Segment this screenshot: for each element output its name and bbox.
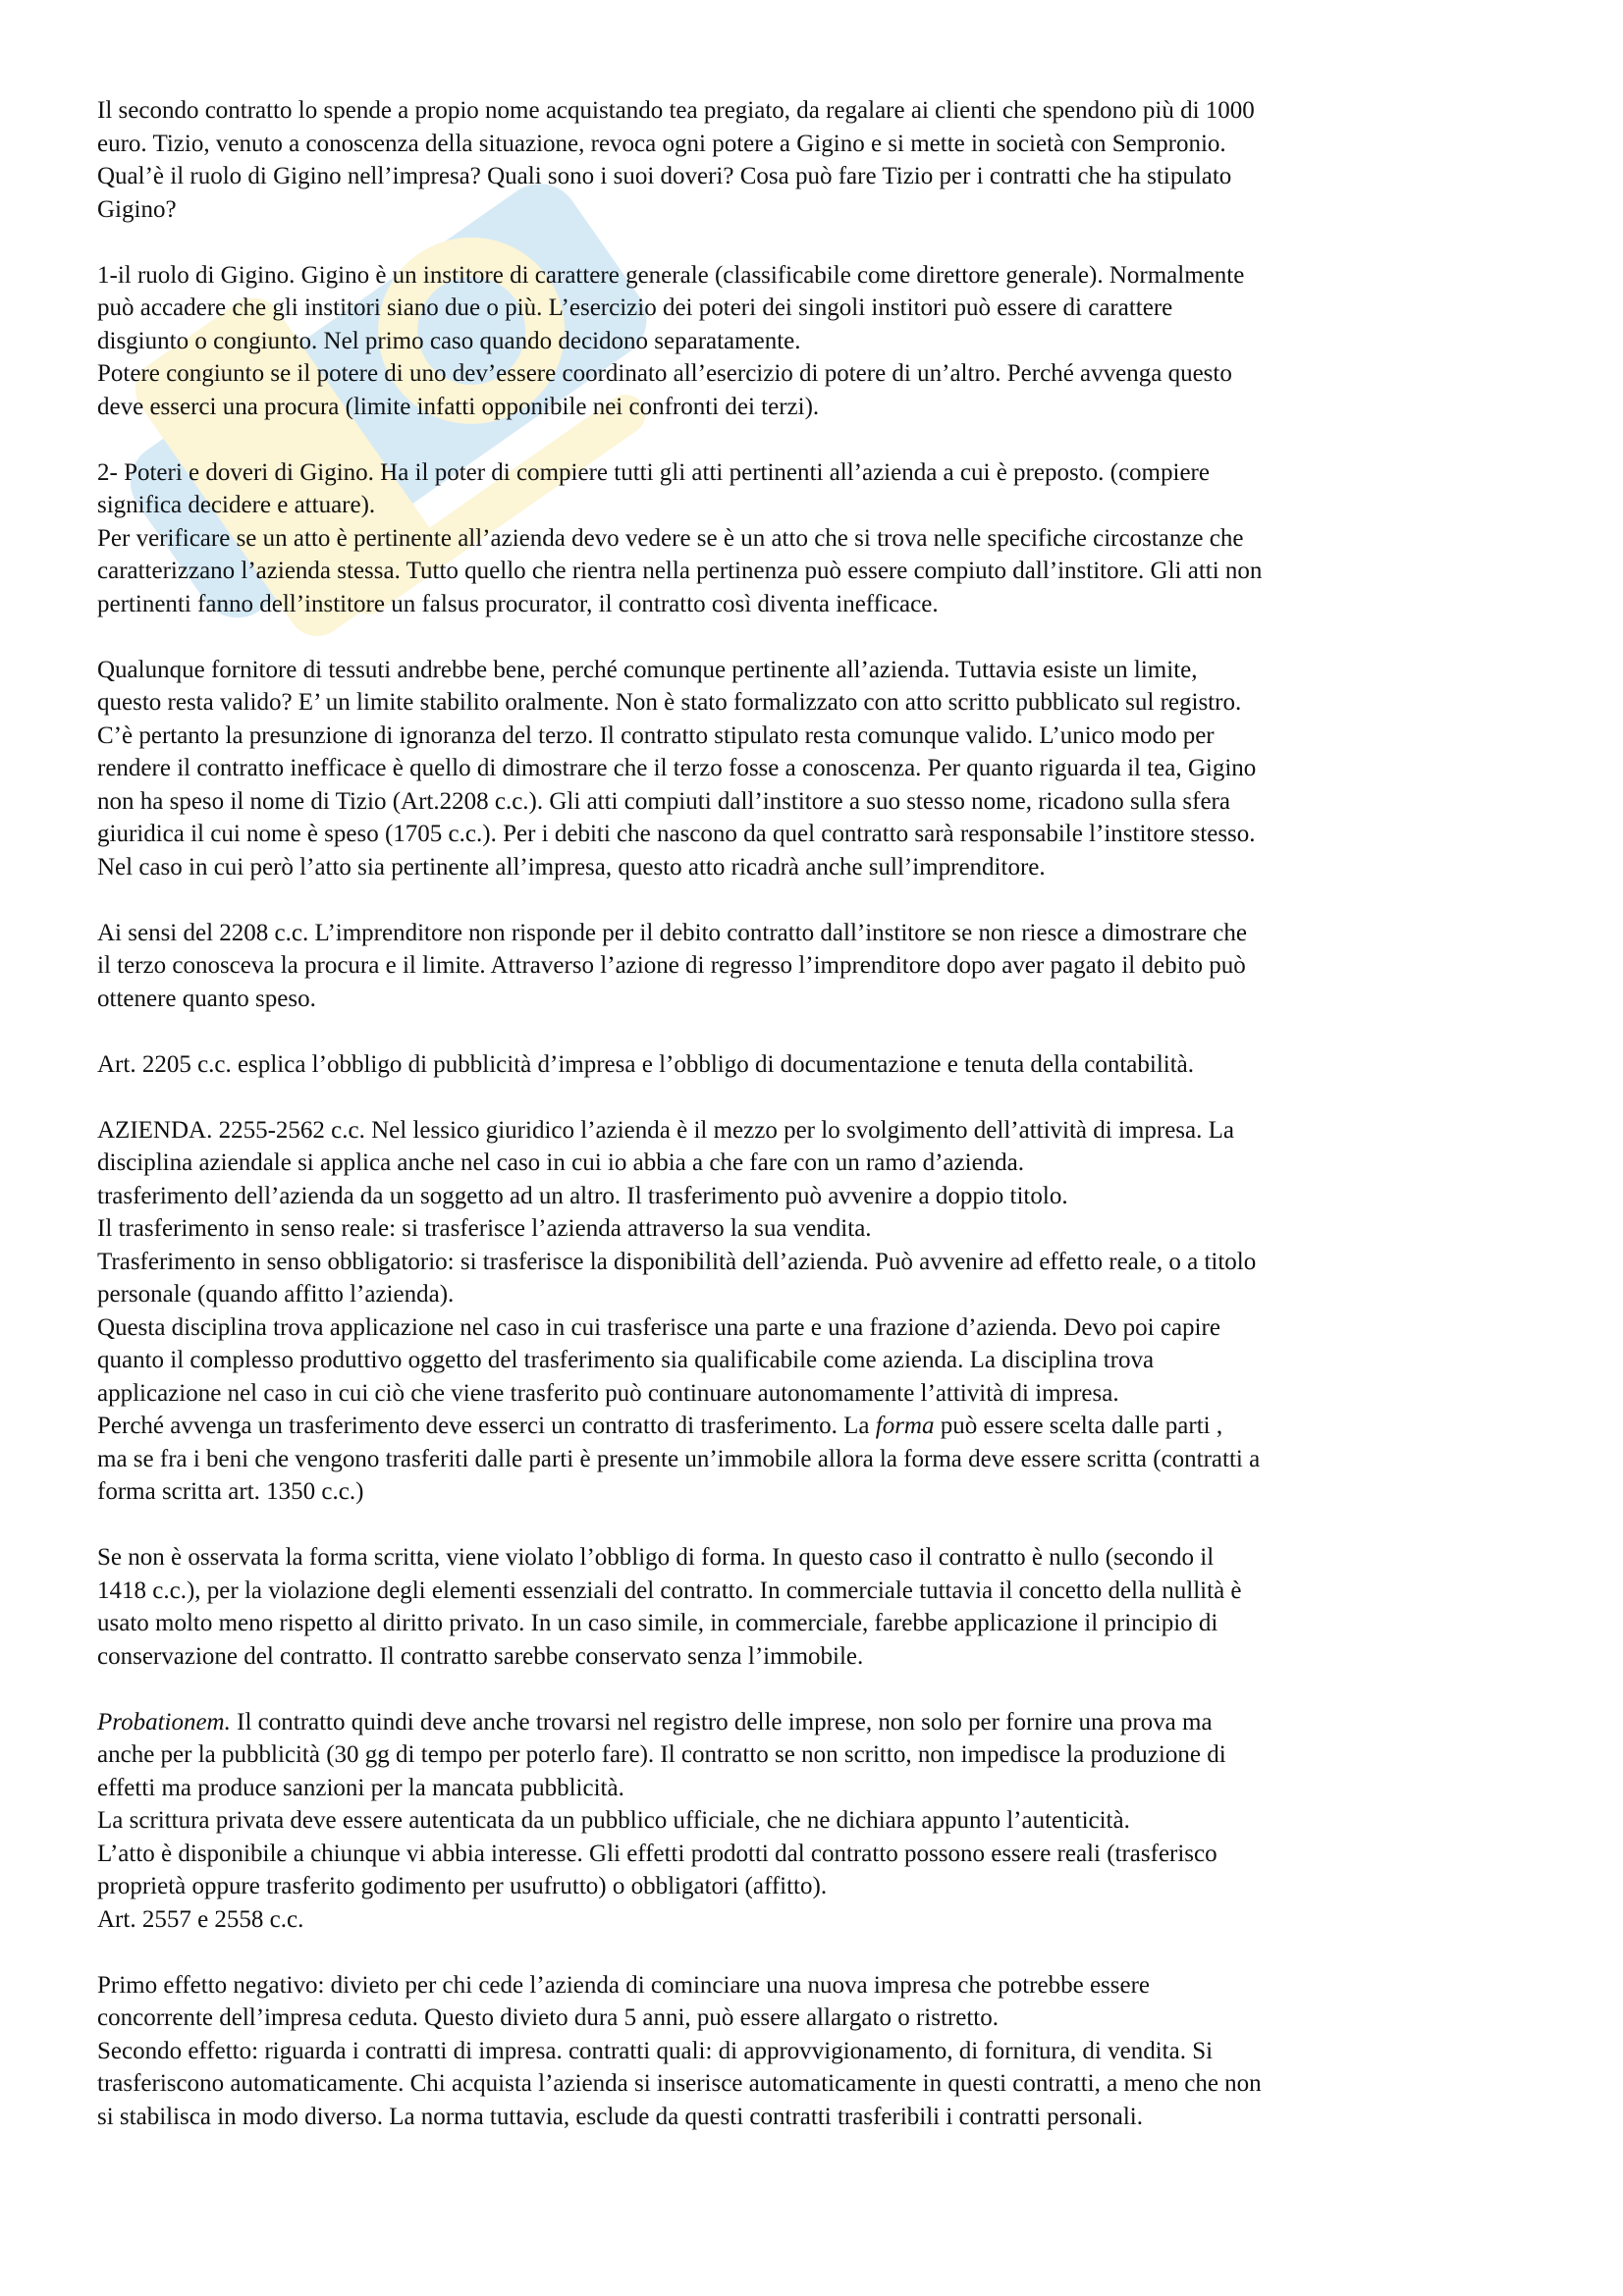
text-line: Trasferimento in senso obbligatorio: si trasferisce la disponibilità dell’azienda. Può avvenire ad effetto reale, o a titolo <box>97 1248 1257 1275</box>
intro-paragraph <box>97 94 1541 226</box>
text-line: deve esserci una procura (limite infatti opponibile nei confronti dei terzi). <box>97 393 820 420</box>
text-line: non ha speso il nome di Tizio (Art.2208 c.c.). Gli atti compiuti dall’institore a suo stesso nome, ricadono sulla sfera <box>97 787 1230 815</box>
text-line: Secondo effetto: riguarda i contratti di impresa. contratti quali: di approvvigionamento, di fornitura, di vendita. Si <box>97 2037 1214 2064</box>
text-line: personale (quando affitto l’azienda). <box>97 1281 455 1308</box>
section-forma-scritta <box>97 1541 1541 1673</box>
text-fragment: Il contratto quindi deve anche trovarsi nel registro delle imprese, non solo per fornire una prova ma <box>230 1708 1213 1735</box>
text-line: Potere congiunto se il potere di uno dev’essere coordinato all’esercizio di potere di un’altro. Perché avvenga questo <box>97 360 1232 387</box>
text-line: anche per la pubblicità (30 gg di tempo per poterlo fare). Il contratto se non scritto, non impedisce la produzione di <box>97 1741 1226 1768</box>
section-poteri-doveri <box>97 456 1541 621</box>
text-line: Primo effetto negativo: divieto per chi cede l’azienda di cominciare una nuova impresa che potrebbe essere <box>97 1971 1151 1999</box>
text-line: può accadere che gli institori siano due o più. L’esercizio dei poteri dei singoli institori può essere di carattere <box>97 294 1173 321</box>
text-line: trasferimento dell’azienda da un soggetto ad un altro. Il trasferimento può avvenire a doppio titolo. <box>97 1182 1068 1209</box>
text-line: 1-il ruolo di Gigino. Gigino è un institore di carattere generale (classificabile come direttore generale). Normalmente <box>97 261 1245 289</box>
text-line: Art. 2557 e 2558 c.c. <box>97 1905 304 1933</box>
text-line: concorrente dell’impresa ceduta. Questo divieto dura 5 anni, può essere allargato o ristretto. <box>97 2004 999 2031</box>
text-line: giuridica il cui nome è speso (1705 c.c.). Per i debiti che nascono da quel contratto sarà responsabile l’institore stesso. <box>97 821 1256 847</box>
text-line: forma scritta art. 1350 c.c.) <box>97 1478 364 1505</box>
text-line: trasferiscono automaticamente. Chi acquista l’azienda si inserisce automaticamente in questi contratti, a meno che non <box>97 2070 1262 2097</box>
section-ruolo-gigino <box>97 259 1541 424</box>
text-line <box>97 1706 1541 1739</box>
text-line: si stabilisca in modo diverso. La norma tuttavia, esclude da questi contratti trasferibili i contratti personali. <box>97 2103 1143 2130</box>
section-azienda <box>97 1114 1541 1509</box>
text-line: euro. Tizio, venuto a conoscenza della situazione, revoca ogni potere a Gigino e si mette in società con Sempronio. <box>97 130 1226 157</box>
text-line: Il trasferimento in senso reale: si trasferisce l’azienda attraverso la sua vendita. <box>97 1215 872 1242</box>
text-line: caratterizzano l’azienda stessa. Tutto quello che rientra nella pertinenza può essere compiuto dall’institore. Gli atti non <box>97 558 1263 584</box>
text-line: Per verificare se un atto è pertinente all’azienda devo vedere se è un atto che si trova nelle specifiche circostanze che <box>97 524 1244 552</box>
section-effetti <box>97 1969 1541 2134</box>
section-probationem <box>97 1706 1541 1937</box>
text-line: applicazione nel caso in cui ciò che viene trasferito può continuare autonomamente l’attività di impresa. <box>97 1379 1119 1407</box>
text-line: L’atto è disponibile a chiunque vi abbia interesse. Gli effetti prodotti dal contratto possono essere reali (trasferisco <box>97 1840 1217 1867</box>
text-line: proprietà oppure trasferito godimento per usufrutto) o obbligatori (affitto). <box>97 1873 828 1899</box>
text-line: 1418 c.c.), per la violazione degli elementi essenziali del contratto. In commerciale tuttavia il concetto della nullità è <box>97 1576 1242 1604</box>
text-line: Se non è osservata la forma scritta, viene violato l’obbligo di forma. In questo caso il contratto è nullo (secondo il <box>97 1544 1215 1571</box>
text-line: Nel caso in cui però l’atto sia pertinente all’impresa, questo atto ricadrà anche sull’imprenditore. <box>97 853 1046 881</box>
section-fornitore-tessuti <box>97 654 1541 884</box>
text-line: quanto il complesso produttivo oggetto del trasferimento sia qualificabile come azienda. La disciplina trova <box>97 1347 1155 1373</box>
text-line: Art. 2205 c.c. esplica l’obbligo di pubblicità d’impresa e l’obbligo di documentazione e tenuta della contabilità. <box>97 1050 1195 1078</box>
text-line: Gigino? <box>97 195 177 223</box>
text-line: rendere il contratto inefficace è quello di dimostrare che il terzo fosse a conoscenza. Per quanto riguarda il tea, Gigino <box>97 755 1257 781</box>
italic-term-probationem: Probationem. <box>97 1708 231 1735</box>
text-line: pertinenti fanno dell’institore un falsus procurator, il contratto così diventa inefficace. <box>97 590 939 617</box>
text-line: Ai sensi del 2208 c.c. L’imprenditore non risponde per il debito contratto dall’institore se non riesce a dimostrare che <box>97 919 1247 946</box>
text-line: Qualunque fornitore di tessuti andrebbe bene, perché comunque pertinente all’azienda. Tuttavia esiste un limite, <box>97 656 1198 683</box>
text-line <box>97 1410 1541 1443</box>
text-line: La scrittura privata deve essere autenticata da un pubblico ufficiale, che ne dichiara appunto l’autenticità. <box>97 1807 1130 1834</box>
section-art-2208 <box>97 917 1541 1016</box>
text-line: conservazione del contratto. Il contratto sarebbe conservato senza l’immobile. <box>97 1642 864 1670</box>
text-line: ottenere quanto speso. <box>97 985 316 1012</box>
text-line: usato molto meno rispetto al diritto privato. In un caso simile, in commerciale, farebbe applicazione il principio di <box>97 1610 1218 1636</box>
text-line: Questa disciplina trova applicazione nel caso in cui trasferisce una parte e una frazione d’azienda. Devo poi capire <box>97 1313 1220 1341</box>
text-line: significa decidere e attuare). <box>97 492 376 518</box>
text-fragment: Perché avvenga un trasferimento deve esserci un contratto di trasferimento. La <box>97 1413 876 1439</box>
text-line: questo resta valido? E’ un limite stabilito oralmente. Non è stato formalizzato con atto scritto pubblicato sul registro. <box>97 689 1242 716</box>
text-line: Qual’è il ruolo di Gigino nell’impresa? Quali sono i suoi doveri? Cosa può fare Tizio per i contratti che ha stipulato <box>97 163 1232 189</box>
text-line: AZIENDA. 2255-2562 c.c. Nel lessico giuridico l’azienda è il mezzo per lo svolgimento dell’attività di impresa. La <box>97 1116 1234 1144</box>
document-body <box>97 94 1541 2133</box>
text-fragment: può essere scelta dalle parti , <box>934 1413 1223 1439</box>
text-line: effetti ma produce sanzioni per la mancata pubblicità. <box>97 1774 624 1801</box>
italic-term-forma: forma <box>875 1413 935 1439</box>
text-line: Il secondo contratto lo spende a propio nome acquistando tea pregiato, da regalare ai clienti che spendono più di 1000 <box>97 97 1255 124</box>
text-line: ma se fra i beni che vengono trasferiti dalle parti è presente un’immobile allora la forma deve essere scritta (contratti a <box>97 1445 1261 1472</box>
text-line: disgiunto o congiunto. Nel primo caso quando decidono separatamente. <box>97 327 801 354</box>
text-line: C’è pertanto la presunzione di ignoranza del terzo. Il contratto stipulato resta comunque valido. L’unico modo per <box>97 721 1215 749</box>
text-line: disciplina aziendale si applica anche nel caso in cui io abbia a che fare con un ramo d’azienda. <box>97 1149 1025 1176</box>
text-line: 2- Poteri e doveri di Gigino. Ha il poter di compiere tutti gli atti pertinenti all’azienda a cui è preposto. (compiere <box>97 458 1210 486</box>
text-line: il terzo conosceva la procura e il limite. Attraverso l’azione di regresso l’imprenditore dopo aver pagato il debito può <box>97 952 1246 979</box>
section-art-2205 <box>97 1048 1541 1082</box>
